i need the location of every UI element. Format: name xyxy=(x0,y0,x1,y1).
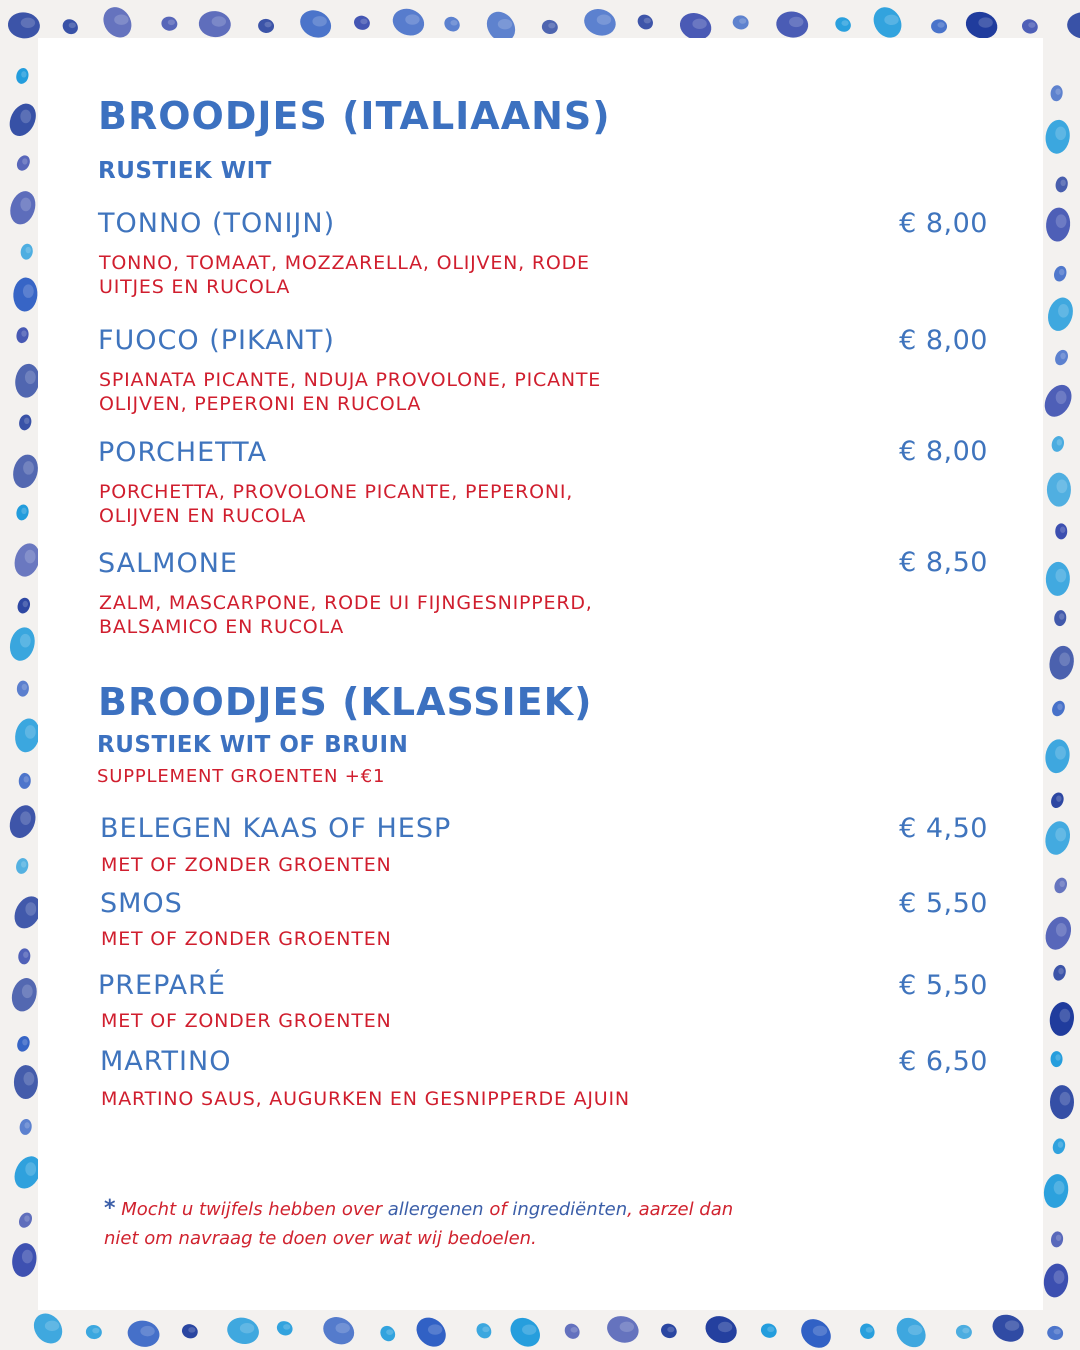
menu-item-description: MET OF ZONDER GROENTEN xyxy=(101,1010,392,1032)
border-dot-highlight xyxy=(1005,1320,1019,1330)
border-dot-highlight xyxy=(25,902,36,916)
border-dot-highlight xyxy=(25,1162,36,1176)
border-dot-highlight xyxy=(571,1327,578,1333)
border-dot-highlight xyxy=(767,1326,774,1332)
border-dot-highlight xyxy=(1055,746,1066,760)
border-dot-highlight xyxy=(962,1328,969,1334)
border-dot-highlight xyxy=(1054,1270,1065,1284)
section-italiaans-title: BROODJES (ITALIAANS) xyxy=(98,94,611,138)
section-italiaans-subtitle: RUSTIEK WIT xyxy=(98,158,272,184)
border-dot-highlight xyxy=(24,776,29,782)
footnote-text: Mocht u twijfels hebben over xyxy=(115,1199,388,1220)
menu-item-name: PORCHETTA xyxy=(98,437,268,468)
footnote-ingredients: ingrediënten xyxy=(512,1199,628,1220)
border-dot-highlight xyxy=(24,1122,29,1128)
border-dot-highlight xyxy=(21,18,35,28)
border-dot-highlight xyxy=(21,861,26,867)
border-dot-highlight xyxy=(386,1329,393,1335)
border-dot-highlight xyxy=(45,1321,59,1331)
border-dot-highlight xyxy=(26,247,31,253)
supplement-note: SUPPLEMENT GROENTEN +€1 xyxy=(97,766,386,787)
border-dot-highlight xyxy=(20,634,31,648)
border-dot-highlight xyxy=(92,1328,99,1334)
border-dot-highlight xyxy=(482,1327,489,1333)
border-dot-highlight xyxy=(1054,1329,1061,1335)
menu-item-description: PORCHETTA, PROVOLONE PICANTE, PEPERONI, OLIJVEN EN RUCOLA xyxy=(99,481,574,527)
menu-item-name: MARTINO xyxy=(100,1046,232,1077)
border-dot-highlight xyxy=(1059,269,1064,275)
section-klassiek-title: BROODJES (KLASSIEK) xyxy=(98,680,593,724)
menu-item-name: FUOCO (PIKANT) xyxy=(98,325,335,356)
border-dot-highlight xyxy=(937,22,944,28)
border-dot-highlight xyxy=(1028,22,1035,28)
border-dot-highlight xyxy=(1055,88,1060,94)
border-dot-highlight xyxy=(22,158,27,164)
border-dot-highlight xyxy=(498,19,512,29)
menu-item-name: SMOS xyxy=(100,888,183,919)
border-dot-highlight xyxy=(283,1324,290,1330)
border-dot-highlight xyxy=(23,601,28,607)
border-dot-highlight xyxy=(428,1324,442,1334)
menu-item-description: MARTINO SAUS, AUGURKEN EN GESNIPPERDE AJUIN xyxy=(101,1088,630,1110)
border-dot-highlight xyxy=(23,461,34,475)
border-dot-highlight xyxy=(22,684,27,690)
border-dot-highlight xyxy=(1059,613,1064,619)
section-klassiek-subtitle: RUSTIEK WIT OF BRUIN xyxy=(97,732,409,758)
border-dot-highlight xyxy=(718,1322,732,1332)
border-dot-highlight xyxy=(908,1325,922,1335)
border-dot-highlight xyxy=(1058,1141,1063,1147)
border-dot-highlight xyxy=(1056,391,1067,405)
border-dot-highlight xyxy=(212,16,226,26)
footnote-asterisk: * xyxy=(104,1196,116,1221)
border-dot-highlight xyxy=(336,1323,350,1333)
menu-card xyxy=(38,38,1043,1310)
border-dot-highlight xyxy=(1056,214,1067,228)
border-dot-highlight xyxy=(1057,439,1062,445)
border-dot-highlight xyxy=(25,725,36,739)
footnote-allergens: allergenen xyxy=(387,1199,484,1220)
border-dot xyxy=(1066,11,1080,40)
border-dot-highlight xyxy=(884,15,898,25)
menu-item-price: € 8,00 xyxy=(899,208,988,239)
border-dot-highlight xyxy=(1060,1092,1071,1106)
border-dot-highlight xyxy=(1056,923,1067,937)
border-dot-highlight xyxy=(739,18,746,24)
menu-item-price: € 8,50 xyxy=(899,547,988,578)
border-dot-highlight xyxy=(20,811,31,825)
menu-item-price: € 8,00 xyxy=(899,325,988,356)
menu-item-price: € 5,50 xyxy=(899,970,988,1001)
border-dot-highlight xyxy=(25,550,36,564)
border-dot-highlight xyxy=(1060,527,1065,533)
menu-item-price: € 5,50 xyxy=(899,888,988,919)
border-dot-highlight xyxy=(692,19,706,29)
menu-item-description: MET OF ZONDER GROENTEN xyxy=(101,854,392,876)
border-dot-highlight xyxy=(1060,353,1065,359)
border-dot-highlight xyxy=(1058,304,1069,318)
border-dot-highlight xyxy=(240,1323,254,1333)
border-dot-highlight xyxy=(24,1072,35,1086)
border-dot-highlight xyxy=(620,1322,634,1332)
border-dot-highlight xyxy=(188,1327,195,1333)
border-dot-highlight xyxy=(21,330,26,336)
menu-item-name: SALMONE xyxy=(98,548,238,579)
border-dot-highlight xyxy=(22,1039,27,1045)
border-dot-highlight xyxy=(813,1326,827,1336)
border-dot-highlight xyxy=(597,15,611,25)
border-dot-highlight xyxy=(405,14,419,24)
border-dot-highlight xyxy=(25,371,36,385)
border-dot-highlight xyxy=(841,20,848,26)
border-dot-highlight xyxy=(789,17,803,27)
border-dot-highlight xyxy=(1056,795,1061,801)
border-dot-highlight xyxy=(1060,881,1065,887)
border-dot-highlight xyxy=(644,18,651,24)
border-dot-highlight xyxy=(450,20,457,26)
border-dot-highlight xyxy=(548,23,555,29)
border-dot-highlight xyxy=(23,952,28,958)
border-dot-highlight xyxy=(1055,127,1066,141)
border-dot-highlight xyxy=(114,15,128,25)
border-dot-highlight xyxy=(1055,828,1066,842)
border-dot-highlight xyxy=(866,1327,873,1333)
border-dot-highlight xyxy=(24,418,29,424)
border-dot-highlight xyxy=(264,22,271,28)
border-dot-highlight xyxy=(1057,704,1062,710)
menu-item-price: € 6,50 xyxy=(899,1046,988,1077)
border-dot-highlight xyxy=(21,71,26,77)
border-dot-highlight xyxy=(69,22,76,28)
footnote-text: of xyxy=(483,1199,513,1220)
menu-item-description: SPIANATA PICANTE, NDUJA PROVOLONE, PICANTE OLIJVEN, PEPERONI EN RUCOLA xyxy=(99,369,602,415)
border-dot-highlight xyxy=(1054,1181,1065,1195)
border-dot-highlight xyxy=(1059,1009,1070,1023)
border-dot-highlight xyxy=(21,508,26,514)
menu-item-description: TONNO, TOMAAT, MOZZARELLA, OLIJVEN, RODE UITJES EN RUCOLA xyxy=(99,252,590,298)
border-dot-highlight xyxy=(360,19,367,25)
footnote-text: , aarzel dan niet om navraag te doen over wat wij bedoelen. xyxy=(104,1199,734,1249)
border-dot-highlight xyxy=(1056,1235,1061,1241)
menu-item-name: PREPARÉ xyxy=(98,970,226,1001)
border-dot-highlight xyxy=(978,17,992,27)
border-dot-highlight xyxy=(20,198,31,212)
border-dot-highlight xyxy=(522,1324,536,1334)
menu-item-description: ZALM, MASCARPONE, RODE UI FIJNGESNIPPERD, BALSAMICO EN RUCOLA xyxy=(99,592,593,638)
allergen-footnote xyxy=(104,1194,744,1253)
border-dot-highlight xyxy=(22,1250,33,1264)
border-dot-highlight xyxy=(1058,968,1063,974)
border-dot-highlight xyxy=(168,19,175,25)
menu-item-description: MET OF ZONDER GROENTEN xyxy=(101,928,392,950)
border-dot-highlight xyxy=(140,1326,154,1336)
border-dot-highlight xyxy=(1060,180,1065,186)
border-dot-highlight xyxy=(667,1327,674,1333)
menu-item-price: € 4,50 xyxy=(899,813,988,844)
border-dot-highlight xyxy=(1057,479,1068,493)
border-dot-highlight xyxy=(22,985,33,999)
border-dot-highlight xyxy=(1055,569,1066,583)
border-dot-highlight xyxy=(23,284,34,298)
menu-item-price: € 8,00 xyxy=(899,436,988,467)
menu-item-name: TONNO (TONIJN) xyxy=(98,208,336,239)
border-dot-highlight xyxy=(1055,1054,1060,1060)
border-dot-highlight xyxy=(24,1215,29,1221)
border-dot-highlight xyxy=(312,16,326,26)
border-dot-highlight xyxy=(20,110,31,124)
border-dot-highlight xyxy=(1059,653,1070,667)
menu-item-name: BELEGEN KAAS OF HESP xyxy=(100,813,452,844)
